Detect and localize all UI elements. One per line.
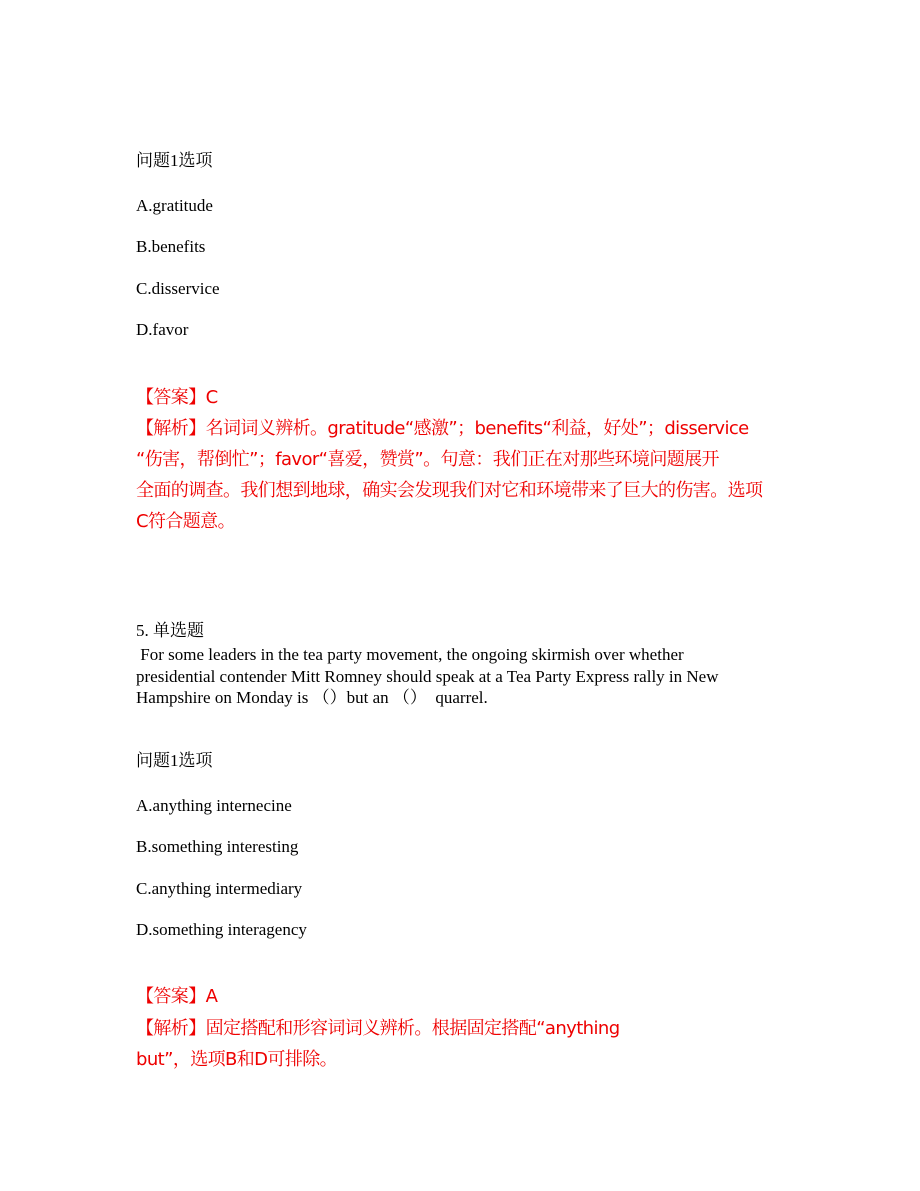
q4-answer: 【答案】C (136, 387, 218, 408)
q4-option-b: B.benefits (136, 237, 206, 256)
q4-analysis-line: C符合题意。 (136, 511, 235, 532)
q5-analysis-line: but”，选项B和D可排除。 (136, 1049, 338, 1070)
q5-options-header: 问题1选项 (136, 751, 213, 770)
q4-options-header: 问题1选项 (136, 151, 213, 170)
q5-option-d: D.something interagency (136, 920, 307, 939)
q4-option-a: A.gratitude (136, 196, 213, 215)
q5-analysis-line: 【解析】固定搭配和形容词词义辨析。根据固定搭配“anything (136, 1018, 620, 1039)
q5-stem-line: For some leaders in the tea party movement, the ongoing skirmish over whether (136, 645, 684, 664)
q4-analysis-line: 【解析】名词词义辨析。gratitude“感激”；benefits“利益，好处”；disservice (136, 418, 749, 439)
q5-title: 5. 单选题 (136, 621, 204, 640)
q5-option-a: A.anything internecine (136, 796, 292, 815)
q5-stem (136, 644, 816, 709)
q5-stem-line: Hampshire on Monday is （）but an （） quarrel. (136, 688, 488, 707)
q5-option-b: B.something interesting (136, 837, 299, 856)
q4-analysis-line: “伤害，帮倒忙”；favor“喜爱，赞赏”。句意：我们正在对那些环境问题展开 (136, 449, 719, 470)
q4-option-d: D.favor (136, 320, 189, 339)
q5-analysis (136, 1013, 620, 1075)
q5-stem-line: presidential contender Mitt Romney should speak at a Tea Party Express rally in New (136, 666, 719, 686)
q5-option-c: C.anything intermediary (136, 879, 303, 898)
q5-answer: 【答案】A (136, 986, 218, 1007)
q4-analysis (136, 413, 762, 537)
q4-option-c: C.disservice (136, 279, 220, 298)
q4-analysis-line: 全面的调查。我们想到地球，确实会发现我们对它和环境带来了巨大的伤害。选项 (136, 480, 763, 501)
